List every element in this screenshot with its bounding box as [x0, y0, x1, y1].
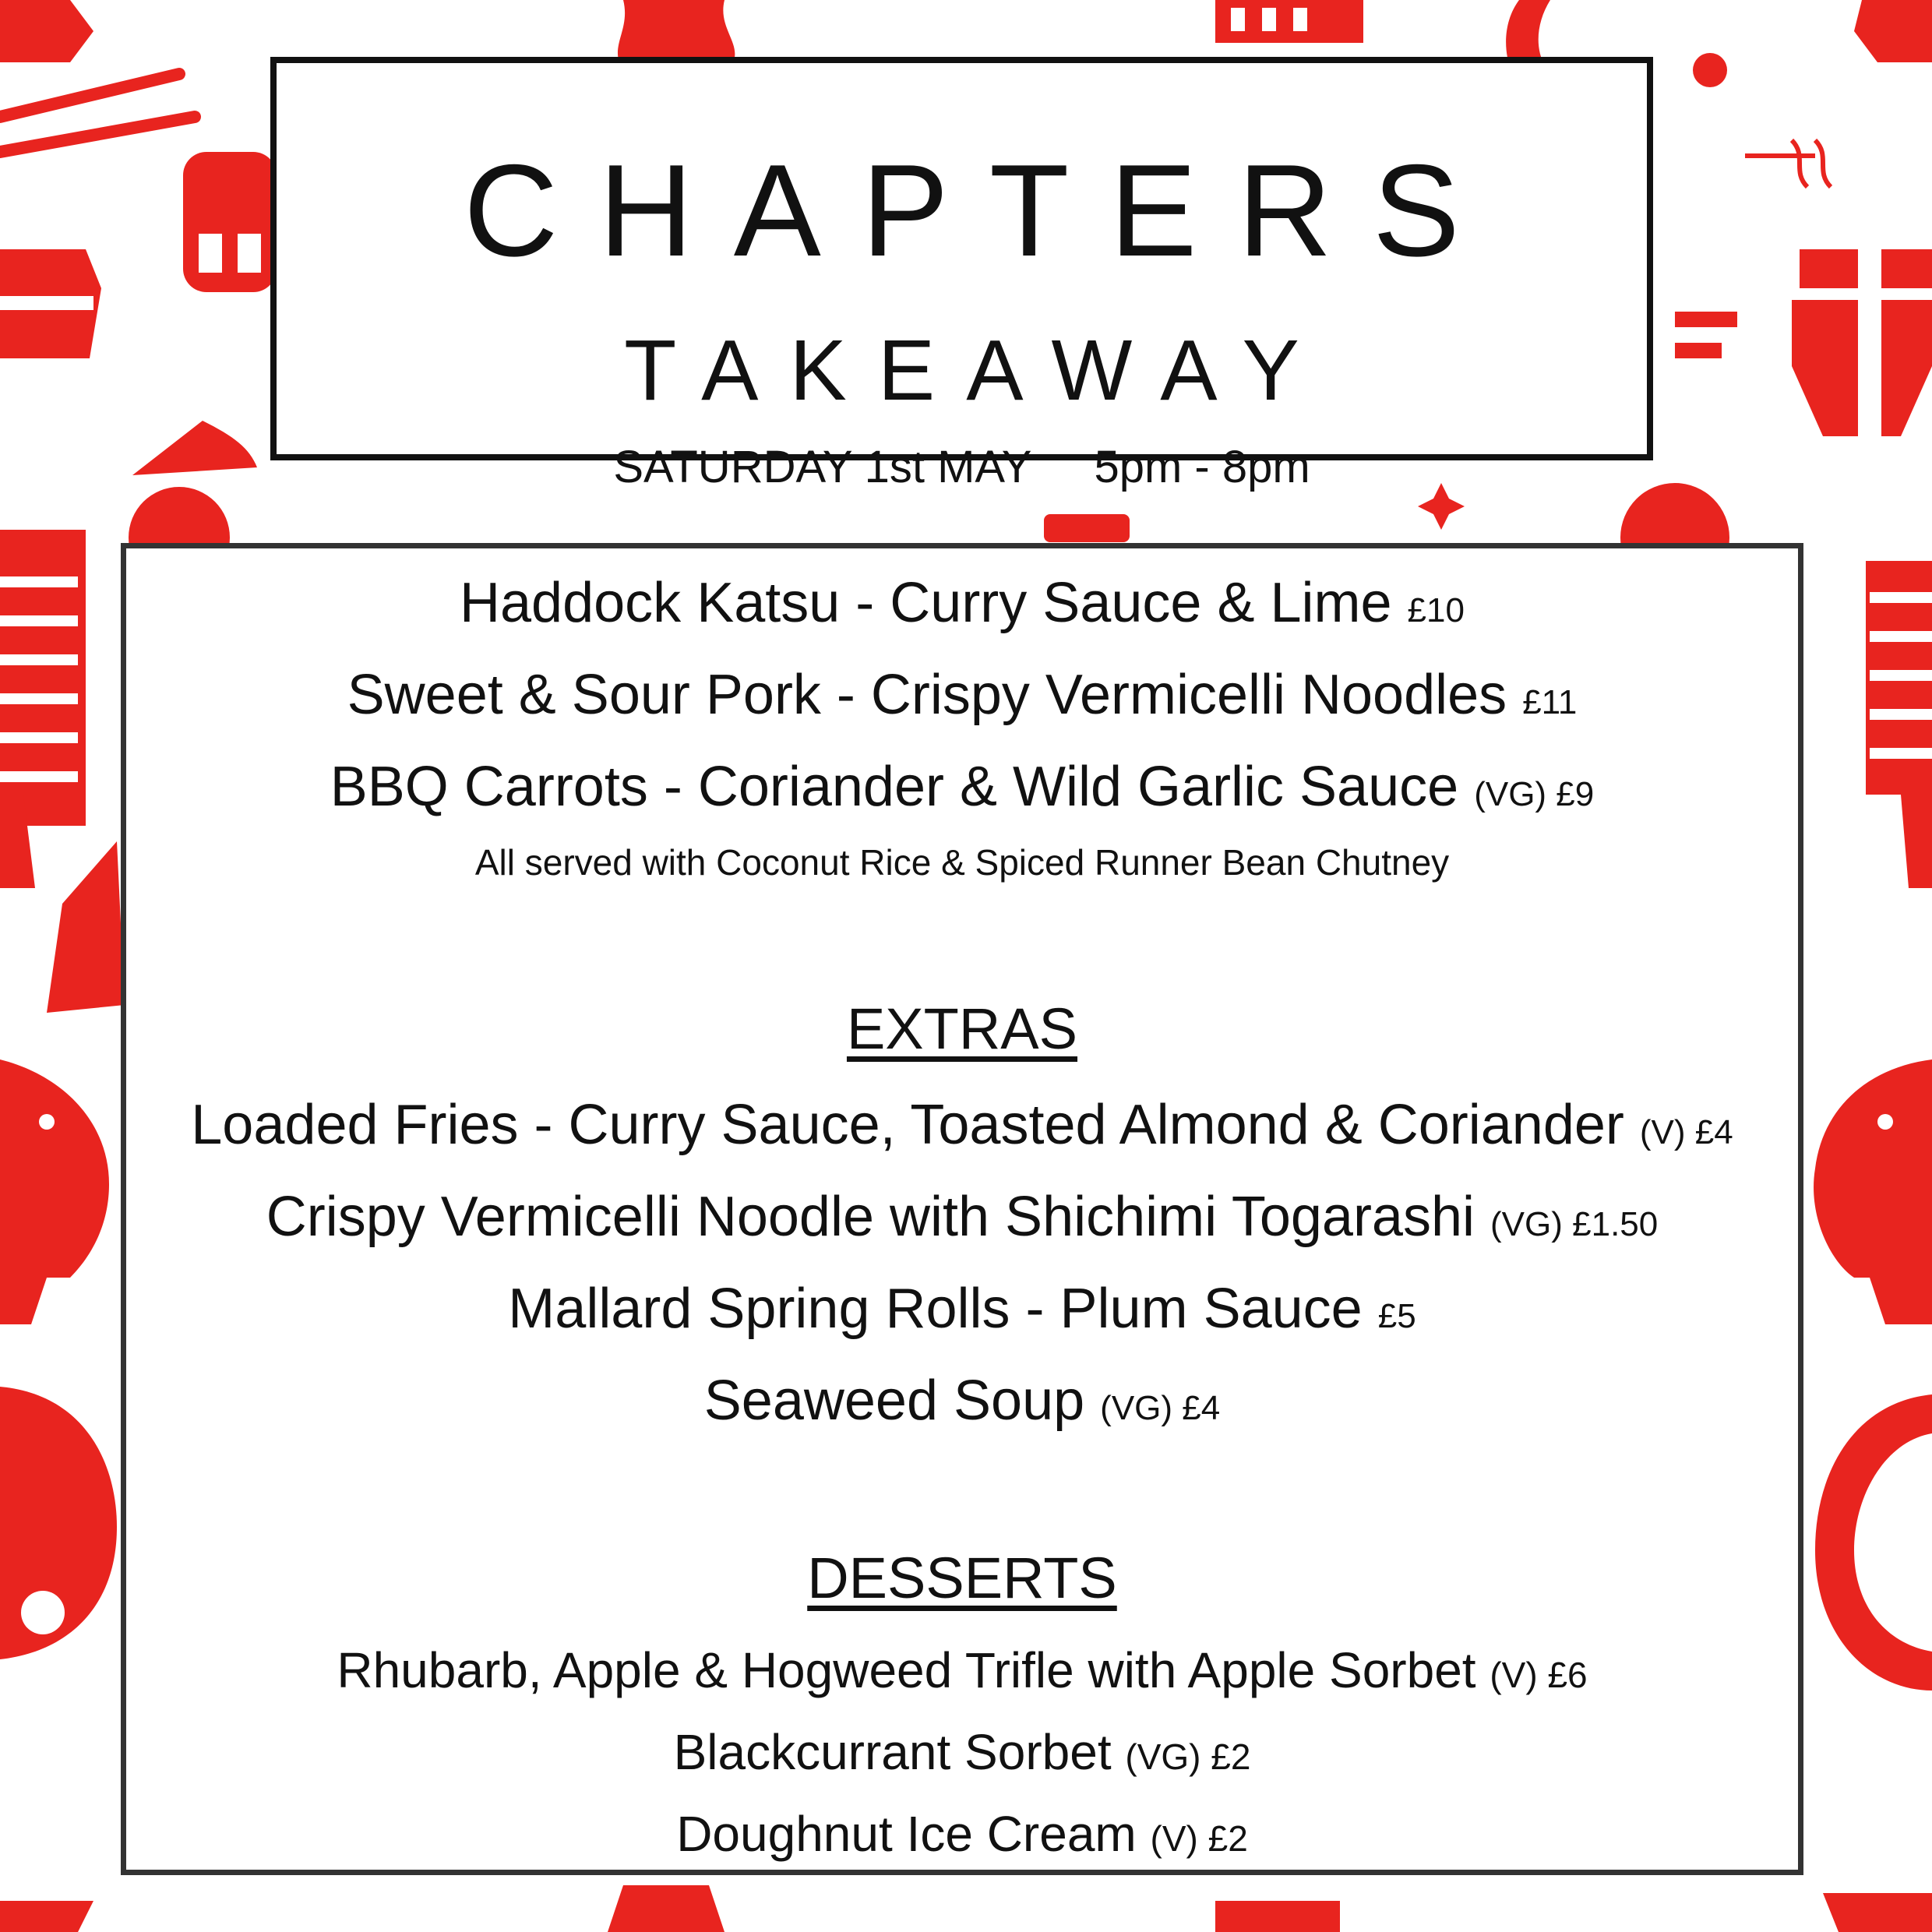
item-price: (VG) £1.50 — [1490, 1205, 1659, 1243]
bowl-icon — [1675, 312, 1737, 327]
item-name: Rhubarb, Apple & Hogweed Trifle with Apple Sorbet — [337, 1642, 1476, 1698]
brand-title: CHAPTERS — [464, 137, 1500, 284]
subtitle: TAKEAWAY — [624, 323, 1331, 418]
item-price: £10 — [1407, 591, 1465, 629]
lantern-icon — [0, 530, 86, 826]
bowl-icon — [0, 1901, 93, 1932]
item-name: Doughnut Ice Cream — [676, 1806, 1137, 1862]
bowl-icon — [1823, 1893, 1932, 1932]
menu-item — [126, 1805, 1798, 1867]
mains-note: All served with Coconut Rice & Spiced Runner Bean Chutney — [474, 842, 1450, 883]
lantern-icon — [183, 152, 277, 292]
item-name: Sweet & Sour Pork - Crispy Vermicelli Noodles — [347, 664, 1507, 726]
menu-item — [126, 572, 1798, 642]
circle-ring-icon — [1815, 1394, 1932, 1690]
octagon-shape — [1854, 0, 1932, 62]
menu-item — [126, 1641, 1798, 1704]
bowl-icon — [1675, 343, 1722, 358]
menu-item — [126, 1723, 1798, 1786]
chopsticks-icon — [0, 74, 195, 152]
steam-icon — [1745, 140, 1831, 187]
menu-box — [121, 543, 1803, 1875]
menu-item — [126, 1278, 1798, 1348]
item-price: £11 — [1522, 683, 1578, 721]
fan-icon — [47, 841, 125, 1013]
date-text: SATURDAY 1st MAY — [613, 442, 1032, 492]
dot-icon — [1693, 53, 1727, 87]
tassel-icon — [1901, 795, 1932, 888]
item-price: (VG) £2 — [1125, 1736, 1251, 1777]
menu-item — [126, 1094, 1798, 1164]
item-name: Mallard Spring Rolls - Plum Sauce — [508, 1278, 1363, 1340]
item-price: £5 — [1377, 1297, 1416, 1335]
menu-item — [126, 664, 1798, 734]
menu-item — [126, 756, 1798, 826]
menu-item — [126, 1186, 1798, 1256]
item-name: Blackcurrant Sorbet — [673, 1724, 1112, 1780]
extras-heading: EXTRAS — [846, 996, 1078, 1061]
octagon-shape — [0, 0, 93, 62]
hat-icon — [132, 421, 257, 475]
item-name: Loaded Fries - Curry Sauce, Toasted Almond & Coriander — [191, 1094, 1624, 1156]
lantern-icon — [1866, 561, 1932, 795]
koi-fish-icon — [1814, 1059, 1932, 1324]
pagoda-icon — [1215, 0, 1363, 43]
gift-box-icon — [1792, 234, 1932, 436]
item-name: Seaweed Soup — [703, 1370, 1085, 1432]
item-name: Haddock Katsu - Curry Sauce & Lime — [460, 572, 1392, 634]
item-price: (V) £4 — [1639, 1113, 1733, 1151]
desserts-heading: DESSERTS — [807, 1546, 1117, 1610]
sparkle-icon — [1418, 483, 1465, 530]
item-price: (V) £6 — [1490, 1655, 1588, 1695]
date-hours — [277, 442, 1647, 492]
item-name: Crispy Vermicelli Noodle with Shichimi Togarashi — [266, 1186, 1475, 1248]
vase-icon — [608, 1885, 724, 1932]
title-box — [270, 57, 1653, 492]
item-price: (V) £2 — [1150, 1818, 1248, 1859]
hours-text: 5pm - 8pm — [1094, 442, 1310, 492]
item-price: (VG) £9 — [1474, 775, 1595, 813]
menu-item — [126, 1370, 1798, 1440]
pagoda-icon — [1215, 1901, 1340, 1932]
item-name: BBQ Carrots - Coriander & Wild Garlic Sauce — [330, 756, 1459, 818]
item-price: (VG) £4 — [1100, 1389, 1221, 1427]
koi-fish-icon — [0, 1059, 109, 1324]
